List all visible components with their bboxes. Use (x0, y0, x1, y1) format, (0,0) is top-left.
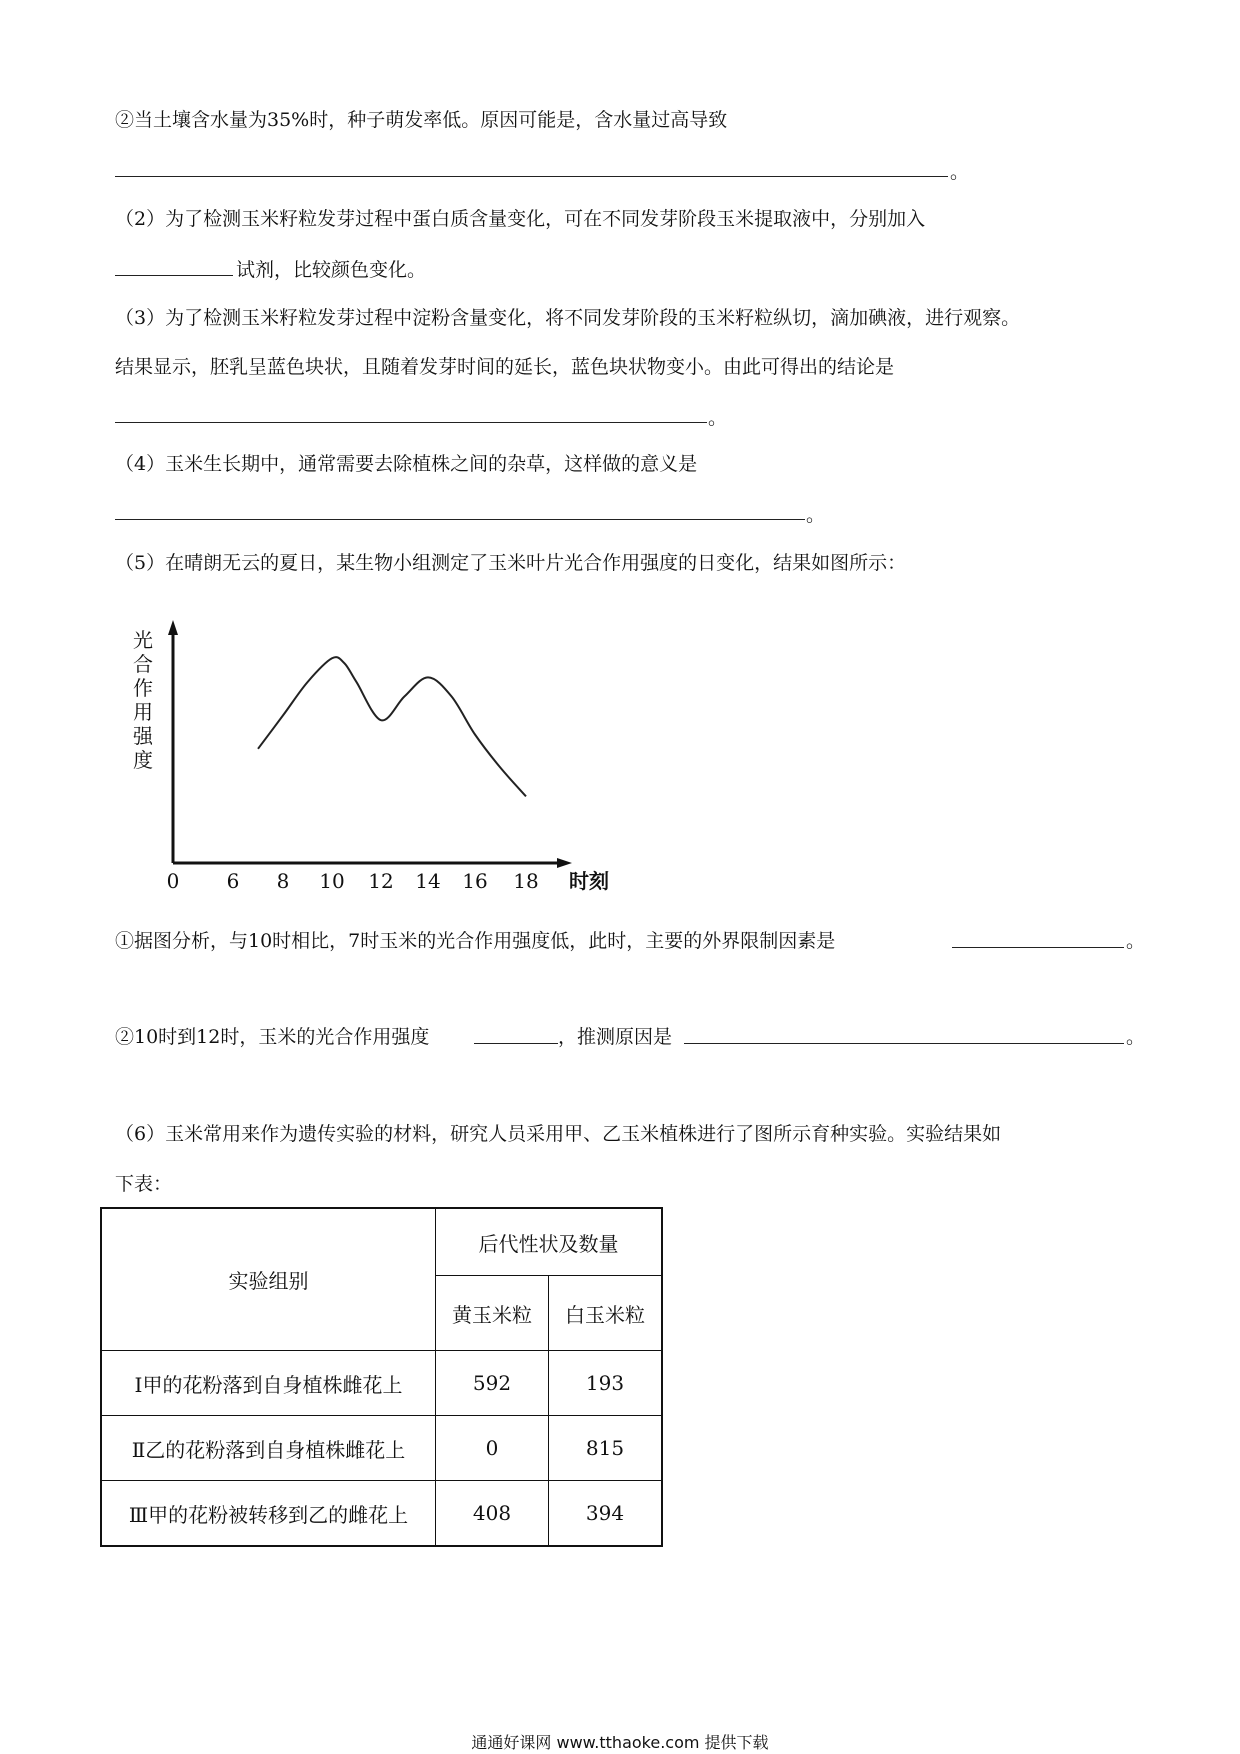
row-white: 394 (549, 1481, 663, 1547)
question-5-2-text-b: ，推测原因是 (558, 1026, 673, 1048)
y-label-char: 度 (133, 748, 153, 772)
period: 。 (1126, 1026, 1146, 1048)
answer-blank-5-2b[interactable] (684, 1043, 1124, 1044)
x-tick-label: 12 (368, 869, 394, 893)
table-header-offspring: 后代性状及数量 (436, 1208, 663, 1276)
question-1-2-text: ②当土壤含水量为35%时，种子萌发率低。原因可能是，含水量过高导致 (115, 109, 728, 131)
period: 。 (708, 407, 728, 429)
answer-blank-4[interactable] (115, 519, 805, 520)
question-4-text: （4）玉米生长期中，通常需要去除植株之间的杂草，这样做的意义是 (115, 453, 698, 475)
table-row (101, 1351, 662, 1416)
answer-blank-1-2[interactable] (115, 176, 948, 177)
x-axis-label: 时刻 (569, 869, 609, 893)
answer-blank-2[interactable] (115, 275, 233, 276)
y-label-char: 用 (133, 700, 153, 724)
y-axis-label (133, 628, 154, 772)
period: 。 (950, 161, 970, 183)
answer-blank-3[interactable] (115, 422, 707, 423)
y-axis-arrow (168, 620, 178, 635)
photosynthesis-chart (120, 615, 620, 905)
x-tick-label: 16 (462, 869, 488, 893)
question-6-text-line2: 下表： (115, 1173, 173, 1195)
row-label: Ⅱ乙的花粉落到自身植株雌花上 (101, 1416, 436, 1481)
question-3-text: （3）为了检测玉米籽粒发芽过程中淀粉含量变化，将不同发芽阶段的玉米籽粒纵切，滴加碘液，进行观察。 (115, 307, 1021, 329)
question-5-1-text: ①据图分析，与10时相比，7时玉米的光合作用强度低，此时，主要的外界限制因素是 (115, 930, 836, 952)
x-tick-label: 14 (415, 869, 441, 893)
row-label: Ⅰ甲的花粉落到自身植株雌花上 (101, 1351, 436, 1416)
table-row (101, 1481, 662, 1547)
x-tick-label: 6 (226, 869, 240, 893)
question-2-continued: 试剂，比较颜色变化。 (236, 259, 427, 281)
table-header-group: 实验组别 (101, 1208, 436, 1351)
table-header-white: 白玉米粒 (549, 1276, 663, 1351)
period: 。 (1126, 930, 1146, 952)
row-yellow: 0 (436, 1416, 549, 1481)
question-5-text: （5）在晴朗无云的夏日，某生物小组测定了玉米叶片光合作用强度的日变化，结果如图所示： (115, 552, 907, 574)
x-axis-arrow (557, 858, 572, 868)
row-yellow: 408 (436, 1481, 549, 1547)
row-white: 193 (549, 1351, 663, 1416)
row-yellow: 592 (436, 1351, 549, 1416)
y-label-char: 作 (133, 676, 153, 700)
x-tick-labels (167, 869, 539, 893)
x-tick-label: 8 (276, 869, 290, 893)
question-2-text: （2）为了检测玉米籽粒发芽过程中蛋白质含量变化，可在不同发芽阶段玉米提取液中，分别加入 (115, 208, 926, 230)
x-tick-label: 0 (166, 869, 180, 893)
period: 。 (806, 504, 826, 526)
y-label-char: 光 (133, 628, 153, 652)
answer-blank-5-2a[interactable] (474, 1043, 558, 1044)
question-5-2-text: ②10时到12时，玉米的光合作用强度 (115, 1026, 430, 1048)
x-tick-label: 10 (319, 869, 345, 893)
x-tick-label: 18 (513, 869, 539, 893)
question-6-text: （6）玉米常用来作为遗传实验的材料，研究人员采用甲、乙玉米植株进行了图所示育种实验。实验结果如 (115, 1123, 1002, 1145)
table-row (101, 1416, 662, 1481)
row-label: Ⅲ甲的花粉被转移到乙的雌花上 (101, 1481, 436, 1547)
series-line (258, 657, 526, 796)
table-header-yellow: 黄玉米粒 (436, 1276, 549, 1351)
results-table (100, 1207, 663, 1547)
question-3-text-line2: 结果显示，胚乳呈蓝色块状，且随着发芽时间的延长，蓝色块状物变小。由此可得出的结论是 (115, 356, 895, 378)
y-label-char: 强 (133, 724, 153, 748)
y-label-char: 合 (133, 652, 153, 676)
answer-blank-5-1[interactable] (952, 947, 1124, 948)
footer-text: 通通好课网 www.tthaoke.com 提供下载 (471, 1733, 769, 1752)
row-white: 815 (549, 1416, 663, 1481)
